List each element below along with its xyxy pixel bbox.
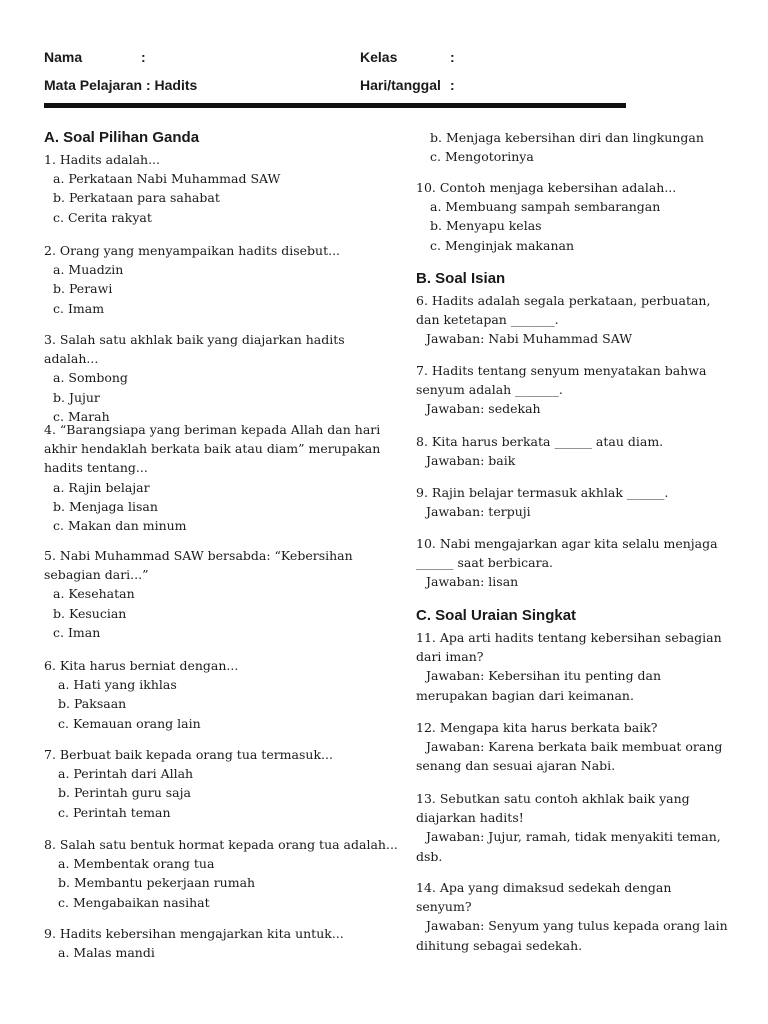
option-c: c. Mengabaikan nasihat <box>58 894 210 910</box>
option-a: a. Sombong <box>53 370 128 386</box>
question-text: 12. Mengapa kita harus berkata baik? <box>416 720 658 735</box>
kelas-colon: : <box>450 49 455 65</box>
question-text: 9. Rajin belajar termasuk akhlak ______. <box>416 485 669 500</box>
essay-item-13 <box>416 789 728 866</box>
question-text: 4. “Barangsiapa yang beriman kepada Allah dan hari akhir hendaklah berkata baik atau diam” merupakan hadits tentang... <box>44 422 381 476</box>
kelas-label: Kelas <box>360 49 398 65</box>
fill-item-6 <box>416 291 728 349</box>
question-text: 8. Salah satu bentuk hormat kepada orang tua adalah... <box>44 837 398 852</box>
mc-question-5 <box>44 546 400 642</box>
question-text: 13. Sebutkan satu contoh akhlak baik yang diajarkan hadits! <box>416 791 690 826</box>
option-b: b. Menjaga kebersihan diri dan lingkungan <box>430 130 704 145</box>
option-b: b. Perawi <box>53 281 113 297</box>
mc-question-7 <box>44 745 400 822</box>
answer-text: Jawaban: terpuji <box>426 504 531 520</box>
option-c: c. Cerita rakyat <box>53 209 152 225</box>
mc-question-1 <box>44 150 400 227</box>
option-b: b. Perintah guru saja <box>58 785 191 801</box>
essay-item-12 <box>416 718 728 776</box>
option-a: a. Membuang sampah sembarangan <box>430 199 661 215</box>
option-c: c. Imam <box>53 300 105 316</box>
option-c: c. Makan dan minum <box>53 518 187 534</box>
option-a: a. Membentak orang tua <box>58 856 215 872</box>
answer-text: Jawaban: Kebersihan itu penting dan merupakan bagian dari keimanan. <box>416 668 662 703</box>
option-b: b. Jujur <box>53 389 100 405</box>
question-text: 10. Contoh menjaga kebersihan adalah... <box>416 180 677 195</box>
mc-question-10 <box>416 178 728 255</box>
answer-text: Jawaban: Senyum yang tulus kepada orang lain dihitung sebagai sedekah. <box>416 918 728 953</box>
answer-text: Jawaban: Karena berkata baik membuat orang senang dan sesuai ajaran Nabi. <box>416 739 723 774</box>
question-text: 6. Hadits adalah segala perkataan, perbuatan, dan ketetapan _______. <box>416 293 711 328</box>
option-a: a. Perkataan Nabi Muhammad SAW <box>53 171 281 187</box>
question-text: 2. Orang yang menyampaikan hadits disebut... <box>44 243 341 258</box>
answer-text: Jawaban: sedekah <box>426 401 541 417</box>
option-b: b. Kesucian <box>53 605 127 621</box>
question-text: 7. Hadits tentang senyum menyatakan bahwa senyum adalah _______. <box>416 363 707 398</box>
option-c: c. Mengotorinya <box>430 149 534 165</box>
section-a-title: A. Soal Pilihan Ganda <box>44 129 200 146</box>
mc-question-3 <box>44 330 400 426</box>
option-a: a. Perintah dari Allah <box>58 766 194 782</box>
option-a: a. Muadzin <box>53 262 124 278</box>
option-c: c. Iman <box>53 624 101 640</box>
answer-text: Jawaban: Nabi Muhammad SAW <box>426 331 633 347</box>
mc-question-4 <box>44 420 400 535</box>
fill-item-7 <box>416 361 728 419</box>
question-text: 8. Kita harus berkata ______ atau diam. <box>416 434 664 449</box>
option-c: c. Marah <box>53 408 110 424</box>
question-text: 10. Nabi mengajarkan agar kita selalu menjaga ______ saat berbicara. <box>416 536 718 571</box>
question-text: 9. Hadits kebersihan mengajarkan kita untuk... <box>44 926 344 941</box>
hari-tanggal-label: Hari/tanggal <box>360 77 441 93</box>
essay-item-11 <box>416 628 728 705</box>
option-a: a. Rajin belajar <box>53 479 150 495</box>
option-b: b. Membantu pekerjaan rumah <box>58 875 256 891</box>
option-a: a. Hati yang ikhlas <box>58 677 177 693</box>
answer-text: Jawaban: baik <box>426 453 516 469</box>
section-b-title: B. Soal Isian <box>416 270 506 287</box>
mc-question-9 <box>44 924 400 962</box>
question-text: 14. Apa yang dimaksud sedekah dengan senyum? <box>416 880 672 915</box>
option-b: b. Menjaga lisan <box>53 498 158 514</box>
mc-question-9-continued <box>416 128 728 166</box>
fill-item-9 <box>416 483 728 521</box>
question-text: 5. Nabi Muhammad SAW bersabda: “Kebersihan sebagian dari...” <box>44 548 353 583</box>
fill-item-8 <box>416 432 728 470</box>
question-text: 7. Berbuat baik kepada orang tua termasuk... <box>44 747 333 762</box>
question-text: 3. Salah satu akhlak baik yang diajarkan hadits adalah... <box>44 332 345 367</box>
option-a: a. Kesehatan <box>53 586 135 602</box>
option-c: c. Kemauan orang lain <box>58 715 201 731</box>
option-b: b. Paksaan <box>58 696 127 712</box>
question-text: 6. Kita harus berniat dengan... <box>44 658 239 673</box>
nama-label: Nama <box>44 49 83 65</box>
mc-question-2 <box>44 241 400 318</box>
header-divider <box>44 103 626 108</box>
option-b: b. Perkataan para sahabat <box>53 190 220 206</box>
mata-pelajaran-label: Mata Pelajaran : Hadits <box>44 77 198 93</box>
hari-tanggal-colon: : <box>450 77 455 93</box>
option-c: c. Menginjak makanan <box>430 237 575 253</box>
fill-item-10 <box>416 534 728 592</box>
section-c-title: C. Soal Uraian Singkat <box>416 607 577 624</box>
question-text: 1. Hadits adalah... <box>44 152 160 167</box>
mc-question-8 <box>44 835 400 912</box>
essay-item-14 <box>416 878 728 955</box>
answer-text: Jawaban: lisan <box>426 574 519 590</box>
answer-text: Jawaban: Jujur, ramah, tidak menyakiti teman, dsb. <box>416 829 721 864</box>
option-a: a. Malas mandi <box>58 945 155 961</box>
nama-colon: : <box>141 49 146 65</box>
option-b: b. Menyapu kelas <box>430 218 542 234</box>
mc-question-6 <box>44 656 400 733</box>
question-text: 11. Apa arti hadits tentang kebersihan sebagian dari iman? <box>416 630 722 665</box>
option-c: c. Perintah teman <box>58 804 171 820</box>
